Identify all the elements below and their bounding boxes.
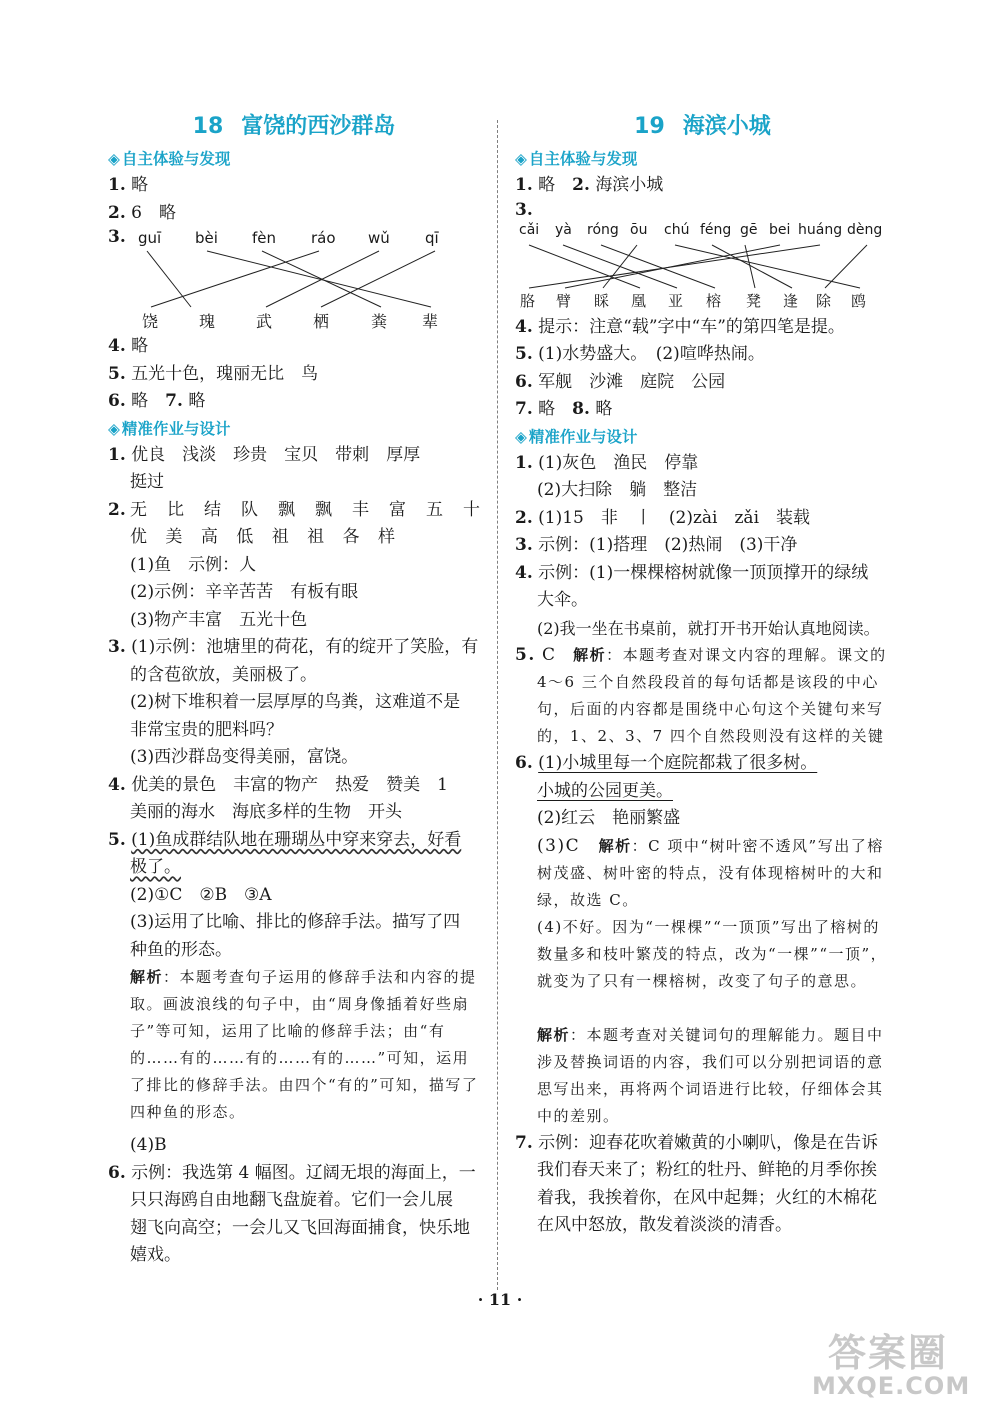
answer-1: 1. 略 xyxy=(108,175,149,195)
homework-4: 4. 优美的景色 丰富的物产 热爱 赞美 1 xyxy=(108,774,448,795)
char-label: 粪 xyxy=(371,312,388,331)
answer-4: 4. 略 xyxy=(108,336,149,356)
lesson-title-18 xyxy=(108,112,480,142)
lesson-name: 富饶的西沙群岛 xyxy=(241,114,396,139)
lesson-number: 18 xyxy=(192,114,224,139)
answer-6-7: 6. 略 7. 略 xyxy=(108,391,206,411)
homework-2-row2: 优 美 高 低 祖 祖 各 样 xyxy=(130,527,395,547)
answer-6: 6. 军舰 沙滩 庭院 公园 xyxy=(515,371,726,392)
pinyin-label: ráo xyxy=(311,229,336,247)
homework-2: 2. (1)15 非 丨 (2)zài zǎi 装载 xyxy=(515,507,811,528)
diamond-icon: ◈ xyxy=(108,150,120,168)
pinyin-label: wǔ xyxy=(368,229,390,247)
char-label: 除 xyxy=(816,291,832,310)
pinyin-label: fèn xyxy=(252,229,277,247)
char-label: 臂 xyxy=(556,291,572,310)
char-label: 辈 xyxy=(422,312,439,331)
pinyin-matching-19: 3. cǎi yà róng ōu chú féng gē bei huáng dèng 胳 臂 睬 凰 亚 榕 凳 逢 除 鸥 xyxy=(515,200,890,314)
char-label: 睬 xyxy=(594,291,610,310)
answer-5: 5. 五光十色，瑰丽无比 鸟 xyxy=(108,363,319,384)
section-heading-homework: ◈ 精准作业与设计 xyxy=(108,419,231,438)
watermark-logo: 答案圈 MXQE.COM xyxy=(812,1331,971,1400)
homework-1: 1. 优良 浅淡 珍贵 宝贝 带刺 厚厚 xyxy=(108,444,421,465)
pinyin-label: bei xyxy=(769,221,791,238)
homework-1: 1. (1)灰色 渔民 停靠 xyxy=(515,452,699,473)
char-label: 饶 xyxy=(142,312,159,331)
answer-2: 2. 6 略 xyxy=(108,202,176,223)
section-heading-self-study: ◈ 自主体验与发现 xyxy=(515,150,638,168)
diamond-icon: ◈ xyxy=(515,427,527,446)
homework-5: 5. (1)鱼成群结队地在珊瑚丛中穿来穿去，好看 xyxy=(108,829,462,850)
homework-3: 3. (1)示例：池塘里的荷花，有的绽开了笑脸，有 xyxy=(108,637,479,657)
analysis-block: 解析：本题考查对关键词句的理解能力。题目中涉及替换词语的内容，我们可以分别把词语的意思写出来，再将两个词语进行比较，仔细体会其中的差别。 xyxy=(537,1025,884,1125)
answer-4: 4. 提示：注意“载”字中“车”的第四笔是提。 xyxy=(515,316,845,337)
answer-1-2: 1. 略 2. 海滨小城 xyxy=(515,175,664,195)
homework-4: 4. 示例：(1)一棵棵榕树就像一顶顶撑开的绿绒 xyxy=(515,562,869,583)
pinyin-label: yà xyxy=(555,221,572,238)
lesson-name: 海滨小城 xyxy=(682,114,771,139)
analysis-block: 解析：本题考查句子运用的修辞手法和内容的提取。画波浪线的句子中，由“周身像插着好些扇子”等可知，运用了比喻的修辞手法；由“有的……有的……有的……有的……”可知，运用了排比的修辞手法。由四个“有的”可知，描写了四种鱼的形态。 xyxy=(130,968,479,1121)
pinyin-label: guī xyxy=(138,229,162,247)
homework-6: 6. (1)小城里每一个庭院都栽了很多树。 xyxy=(515,753,818,773)
pinyin-label: chú xyxy=(664,221,690,238)
right-column: 19 海滨小城 ◈ 自主体验与发现 1. 略 2. 海滨小城 3. cǎi yà róng ōu chú féng gē bei huáng dèng 胳 臂 睬 凰 亚 榕 凳 逢 除 鸥 4. 提示：注意“载”字中“车”的第四笔是提。 5. (1)水势盛大。 (2)喧哗热闹。 6. 军舰 沙滩 庭院 公园 7. 略 8. 略 ◈ 精准作业与设计 1. (1)灰色 渔民 停靠 (2)大扫除 躺 整洁 2. (1)15 非 丨 (2)zài zǎi 装载 3. 示例：(1)搭理 (2)热闹 (3)干净 4. 示例：(1)一棵棵榕树就像一顶顶撑开的绿绒 大伞。 (2)我一坐在书桌前，就打开书开始认真地阅读。 5. C 解析：本题考查对课文内容的理解。课文的 4～6 三个自然段段首的每句话都是该段的中心句，后面的内容都是围绕中心句这个关键句来写的，1、2、3、7 四个自然段则没有这样的关键 6. (1)小城里每一个庭院都栽了很多树。 小城的公园更美。 (2)红云 艳丽繁盛 (3)C 解析：C 项中“树叶密不透风”写出了榕树茂盛、树叶密的特点，没有体现榕树叶的大和绿，故选 C。 (4)不好。因为“一棵棵”“一顶顶”写出了榕树的数量多和枝叶繁茂的特点，改为“一棵”“一顶”，就变为了只有一棵榕树，改变了句子的意思。 解析：本题考查对关键词句的理解能力。题目中涉及替换词语的内容，我们可以分别把词语的意思写出来，再将两个词语进行比较，仔细体会其中的差别。 7. 示例：迎春花吹着嫩黄的小喇叭，像是在告诉 我们春天来了；粉红的牡丹、鲜艳的月季你挨 着我，我挨着你，在风中起舞；火红的木棉花 在风中怒放，散发着淡淡的清香。 xyxy=(515,112,890,1240)
lesson-title-19 xyxy=(515,112,890,142)
char-label: 鸥 xyxy=(851,291,867,310)
pinyin-label: féng xyxy=(700,221,732,238)
homework-5: 5. C 解析：本题考查对课文内容的理解。课文的 4～6 三个自然段段首的每句话都是该段的中心句，后面的内容都是围绕中心句这个关键句来写的，1、2、3、7 四个自然段则没有这样的关键 xyxy=(515,645,887,745)
char-label: 栖 xyxy=(313,312,330,331)
homework-2-row1: 2. 无 比 结 队 飘 飘 丰 富 五 十 xyxy=(108,499,480,520)
char-label: 凳 xyxy=(746,291,762,310)
char-label: 瑰 xyxy=(199,312,216,331)
left-column: 18 富饶的西沙群岛 ◈ 自主体验与发现 1. 略 2. 6 略 3. guī bèi fèn ráo wǔ qī 饶 瑰 武 栖 粪 辈 4. 略 5. 五光十色，瑰丽无比 鸟 6. 略 7. 略 ◈ 精准作业与设计 1. 优良 浅淡 珍贵 宝贝 带刺 厚厚 挺过 2. 无 比 结 队 飘 飘 丰 富 五 十 优 美 高 低 祖 祖 各 样 (1)鱼 示例：人 (2)示例：辛辛苦苦 有板有眼 (3)物产丰富 五光十色 3. (1)示例：池塘里的荷花，有的绽开了笑脸，有 的含苞欲放，美丽极了。 (2)树下堆积着一层厚厚的鸟粪，这难道不是 非常宝贵的肥料吗？ (3)西沙群岛变得美丽，富饶。 4. 优美的景色 丰富的物产 热爱 赞美 1 美丽的海水 海底多样的生物 开头 5. (1)鱼成群结队地在珊瑚丛中穿来穿去，好看 极了。 (2)①C ②B ③A (3)运用了比喻、排比的修辞手法。描写了四 种鱼的形态。 解析：本题考查句子运用的修辞手法和内容的提取。画波浪线的句子中，由“周身像插着好些扇子”等可知，运用了比喻的修辞手法；由“有的……有的……有的……有的……”可知，运用了排比的修辞手法。由四个“有的”可知，描写了四种鱼的形态。 (4)B 6. 示例：我选第 4 幅图。辽阔无垠的海面上，一 只只海鸥自由地翻飞盘旋着。它们一会儿展 翅飞向高空；一会儿又飞回海面捕食，快乐地 嬉戏。 xyxy=(108,114,480,1265)
pinyin-label: cǎi xyxy=(519,221,540,238)
homework-6: 6. 示例：我选第 4 幅图。辽阔无垠的海面上，一 xyxy=(108,1162,476,1183)
page-number: · 11 · xyxy=(477,1290,523,1309)
section-heading-homework: ◈ 精准作业与设计 xyxy=(515,427,638,446)
column-divider xyxy=(497,120,498,1290)
pinyin-label: huáng xyxy=(798,221,843,238)
pinyin-label: ōu xyxy=(630,221,648,238)
answer-5: 5. (1)水势盛大。 (2)喧哗热闹。 xyxy=(515,344,765,364)
pinyin-label: gē xyxy=(740,221,758,238)
char-label: 胳 xyxy=(520,291,536,310)
char-label: 武 xyxy=(256,312,273,331)
homework-7: 7. 示例：迎春花吹着嫩黄的小喇叭，像是在告诉 xyxy=(515,1132,879,1153)
lesson-number: 19 xyxy=(634,114,665,139)
pinyin-label: dèng xyxy=(847,221,883,238)
section-heading-self-study: ◈ 自主体验与发现 xyxy=(108,150,231,168)
answer-7-8: 7. 略 8. 略 xyxy=(515,399,613,419)
diamond-icon: ◈ xyxy=(108,419,120,438)
char-label: 逢 xyxy=(783,291,799,310)
char-label: 榕 xyxy=(706,291,722,310)
pinyin-matching-18: 3. guī bèi fèn ráo wǔ qī 饶 瑰 武 栖 粪 辈 xyxy=(108,227,480,333)
pinyin-label: róng xyxy=(587,221,619,238)
pinyin-label: qī xyxy=(425,229,439,247)
char-label: 凰 xyxy=(631,291,647,310)
char-label: 亚 xyxy=(668,291,684,310)
matching-lines xyxy=(515,200,890,314)
pinyin-label: bèi xyxy=(195,229,218,247)
homework-3: 3. 示例：(1)搭理 (2)热闹 (3)干净 xyxy=(515,535,798,555)
diamond-icon: ◈ xyxy=(515,150,527,168)
